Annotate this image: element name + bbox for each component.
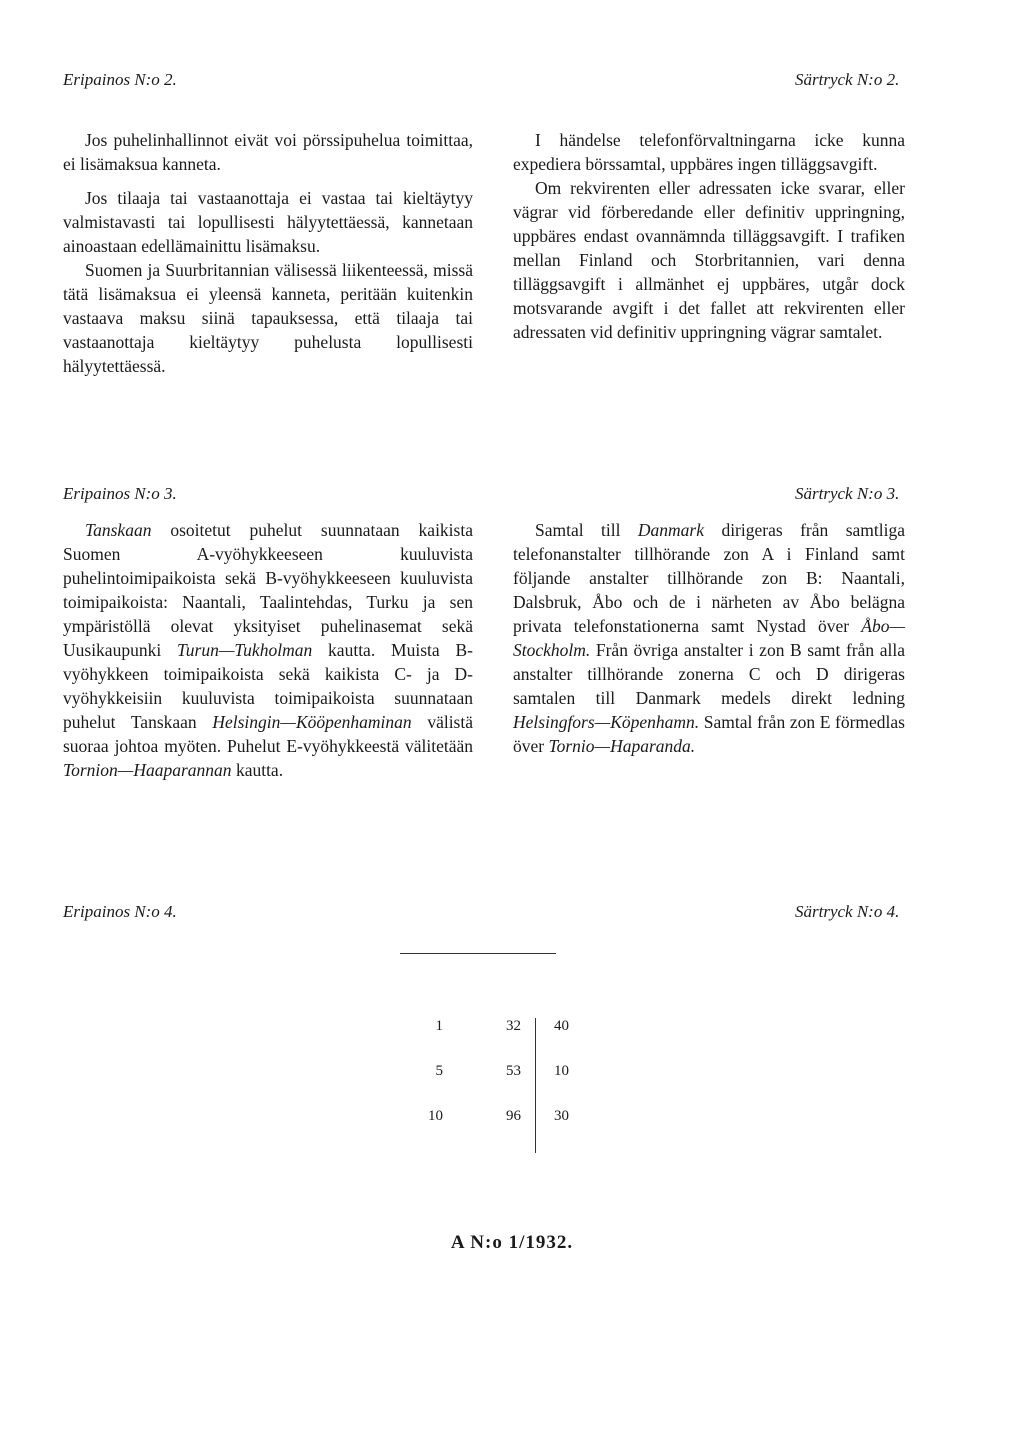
fi-paragraph: Tanskaan osoitetut puhelut suunnataan kaikista Suomen A-vyöhykkeeseen kuuluvista puhelintoimipaikoista sekä B-vyöhykkeeseen kuuluvista toimipaikoista: Naantali, Taalintehdas, Turku ja sen ympäristöllä olevat yksityiset puhelinasemat sekä Uusikaupunki Turun—Tukholman kautta. Muista B-vyöhykkeen toimipaikoista sekä kaikista C- ja D-vyöhykkeisiin kuuluvista toimipaikoista suunnataan puhelut Tanskaan Helsingin—Kööpenhaminan välistä suoraa johtoa myöten. Puhelut E-vyöhykkeestä välitetään Tornion—Haaparannan kautta. xyxy=(63,520,473,780)
sv-header-2: Särtryck N:o 2. xyxy=(795,70,900,89)
table-row xyxy=(415,1108,594,1153)
sv-text-section-2 xyxy=(513,128,905,344)
sv-paragraph: Om rekvirenten eller adressaten icke svarar, eller vägrar vid förberedande eller definitiv uppringning, uppbäres endast ovannämnda tilläggsavgift. I trafiken mellan Finland och Storbritannien, vari denna tilläggsavgift i allmänhet ej uppbäres, utgår dock motsvarande avgift i det fallet att rekvirenten eller adressaten vid definitiv uppringning vägrar samtalet. xyxy=(513,178,905,342)
sv-header-3: Särtryck N:o 3. xyxy=(795,484,900,503)
fi-header-3: Eripainos N:o 3. xyxy=(63,484,177,503)
country-name: Danmark xyxy=(637,520,705,540)
table-cell: 96 xyxy=(443,1108,536,1153)
table-cell: 1 xyxy=(435,1018,443,1034)
fi-header-4: Eripainos N:o 4. xyxy=(63,902,177,921)
fi-paragraph: Jos puhelinhallinnot eivät voi pörssipuhelua toimittaa, ei lisämaksua kanneta. xyxy=(63,130,473,174)
table-cell: 10 xyxy=(554,1063,569,1079)
sv-paragraph: I händelse telefonförvaltningarna icke kunna expediera börssamtal, uppbäres ingen tilläggsavgift. xyxy=(513,130,905,174)
table-cell: 40 xyxy=(554,1018,569,1034)
fi-paragraph: Suomen ja Suurbritannian välisessä liikenteessä, missä tätä lisämaksua ei yleensä kanneta, peritään kuitenkin vastaava maksu siinä tapauksessa, että tilaaja tai vastaanottaja kieltäytyy puhelusta lopullisesti hälyytettäessä. xyxy=(63,260,473,376)
number-table xyxy=(415,1018,594,1153)
sv-paragraph: Samtal till Danmark dirigeras från samtliga telefonanstalter tillhörande zon A i Finland samt följande anstalter tillhörande zon B: Naantali, Dalsbruk, Åbo och de i närheten av Åbo belägna privata telefonstationerna samt Nystad över Åbo—Stockholm. Från övriga anstalter i zon B samt från alla anstalter tillhörande zonerna C och D dirigeras samtalen till Danmark medels direkt ledning Helsingfors—Köpenhamn. Samtal från zon E förmedlas över Tornio—Haparanda. xyxy=(513,520,905,756)
table-cell: 32 xyxy=(443,1018,536,1063)
fi-text-section-2 xyxy=(63,128,473,378)
table-row xyxy=(415,1018,594,1063)
sv-header-4: Särtryck N:o 4. xyxy=(795,902,900,921)
sv-text-section-3 xyxy=(513,518,905,758)
country-name: Tanskaan xyxy=(85,520,152,540)
divider-rule xyxy=(400,953,556,954)
document-number: A N:o 1/1932. xyxy=(450,1232,574,1253)
fi-text-section-3 xyxy=(63,518,473,782)
route-name: Helsingfors—Köpenhamn. xyxy=(513,712,700,732)
route-name: Turun—Tukholman xyxy=(177,640,313,660)
route-name: Tornio—Haparanda. xyxy=(548,736,696,756)
table-cell: 30 xyxy=(554,1108,569,1124)
fi-header-2: Eripainos N:o 2. xyxy=(63,70,177,89)
fi-paragraph: Jos tilaaja tai vastaanottaja ei vastaa tai kieltäytyy valmistavasti tai lopullisesti hälyytettäessä, kannetaan ainoastaan edellämainittu lisämaksu. xyxy=(63,188,473,256)
table-cell: 53 xyxy=(443,1063,536,1108)
table-cell: 10 xyxy=(428,1108,443,1124)
route-name: Tornion—Haaparannan xyxy=(63,760,232,780)
table-row xyxy=(415,1063,594,1108)
table-cell: 5 xyxy=(435,1063,443,1079)
route-name: Åbo—Stockholm. xyxy=(513,616,905,660)
route-name: Helsingin—Kööpenhaminan xyxy=(212,712,412,732)
